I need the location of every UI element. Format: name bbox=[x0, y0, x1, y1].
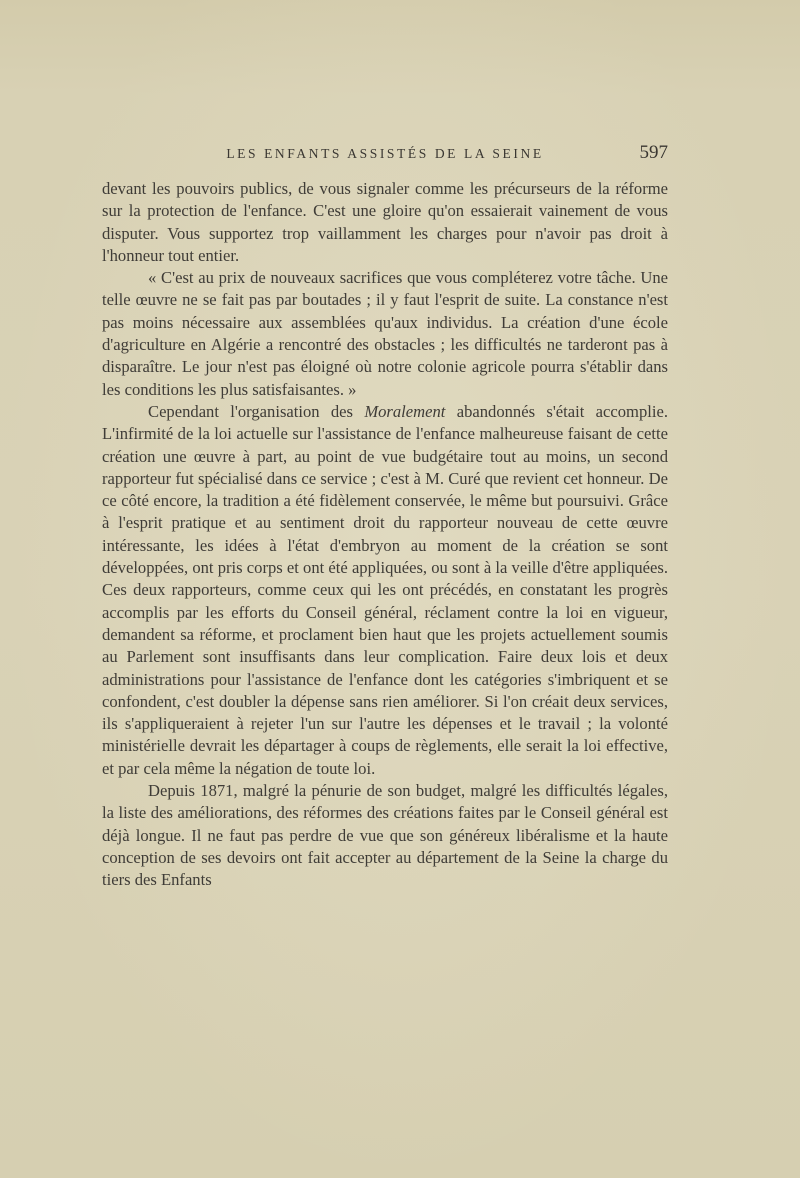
paragraph-3 bbox=[102, 401, 668, 780]
italic-term-moralement: Moralement bbox=[364, 401, 446, 421]
paragraph-3-rest: abandonnés s'était accomplie. L'infirmité de la loi actuelle sur l'assistance de l'enfance malheureuse faisant de cette création une œuvre à part, au point de vue budgétaire tout au moins, un second rapporteur fut spécialisé dans ce service ; c'est à M. Curé que revient cet honneur. De ce côté encore, la tradition a été fidèlement conservée, le même but poursuivi. Grâce à l'esprit pratique et au sentiment droit du rapporteur nouveau de cette œuvre intéressante, les idées à l'état d'embryon au moment de la création se sont développées, ont pris corps et ont été appliquées, ou sont à la veille d'être appliquées. Ces deux rapporteurs, comme ceux qui les ont précédés, en constatant les progrès accomplis par les efforts du Conseil général, réclament contre la loi en vigueur, demandent sa réforme, et proclament bien haut que les projets actuellement soumis au Parlement sont insuffisants dans leur complication. Faire deux lois et deux administrations pour l'assistance de l'enfance dont les catégories s'imbriquent et se confondent, c'est doubler la dépense sans rien améliorer. Si l'on créait deux services, ils s'appliqueraient à rejeter l'un sur l'autre les dépenses et le travail ; la volonté ministérielle devrait les départager à coups de règlements, elle serait la loi effective, et par cela même la négation de toute loi. bbox=[102, 401, 668, 778]
paragraph-1: devant les pouvoirs publics, de vous signaler comme les précurseurs de la réforme sur la protection de l'enfance. C'est une gloire qu'on essaierait vainement de vous disputer. Vous supportez trop vaillamment les charges pour n'avoir pas droit à l'honneur tout entier. bbox=[102, 179, 668, 265]
running-head bbox=[102, 142, 668, 168]
running-title: LES ENFANTS ASSISTÉS DE LA SEINE bbox=[226, 146, 544, 161]
paragraph-4: Depuis 1871, malgré la pénurie de son budget, malgré les difficultés légales, la liste des améliorations, des réformes des créations faites par le Conseil général est déjà longue. Il ne faut pas perdre de vue que son généreux libéralisme et la haute conception de ses devoirs ont fait accepter au département de la Seine la charge du tiers des Enfants bbox=[102, 781, 668, 890]
paragraph-3-start: Cependant l'organisation des bbox=[148, 401, 365, 421]
paragraph-2: « C'est au prix de nouveaux sacrifices que vous compléterez votre tâche. Une telle œuvre ne se fait pas par boutades ; il y faut l'esprit de suite. La constance n'est pas moins nécessaire aux assemblées qu'aux individus. La création d'une école d'agriculture en Algérie a rencontré des obstacles ; les difficultés ne tarderont pas à disparaître. Le jour n'est pas éloigné où notre colonie agricole pourra s'établir dans les conditions les plus satisfaisantes. » bbox=[102, 268, 668, 399]
body-text bbox=[102, 178, 668, 892]
page-number: 597 bbox=[639, 142, 668, 163]
